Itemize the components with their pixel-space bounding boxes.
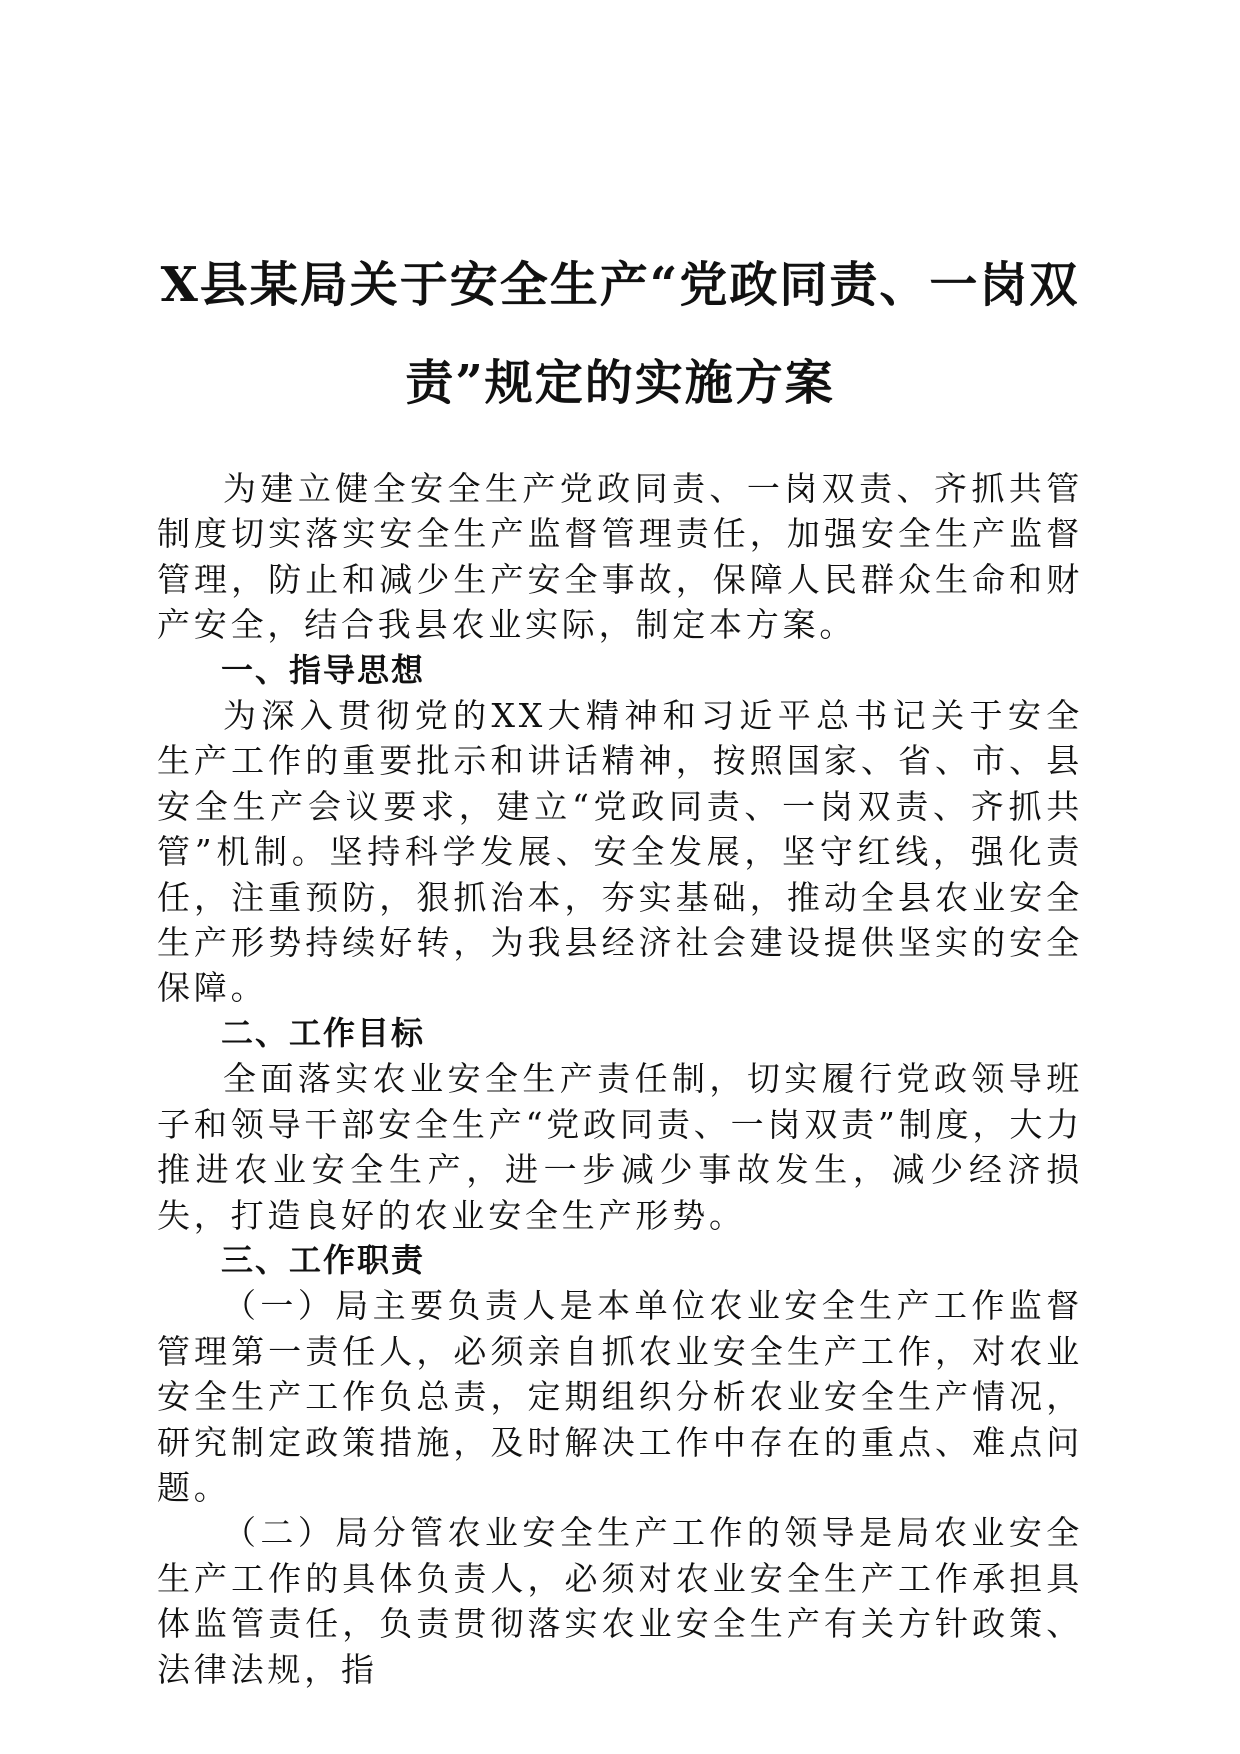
section-1-paragraph: 为深入贯彻党的XX大精神和习近平总书记关于安全生产工作的重要批示和讲话精神，按照国家、省、市、县安全生产会议要求，建立“党政同责、一岗双责、齐抓共管”机制。坚持科学发展、安全发展，坚守红线，强化责任，注重预防，狠抓治本，夯实基础，推动全县农业安全生产形势持续好转，为我县经济社会建设提供坚实的安全保障。 xyxy=(157,696,1083,1008)
document-title xyxy=(150,236,1090,432)
title-line-1: X县某局关于安全生产“党政同责、一岗双 xyxy=(160,257,1080,313)
section-3-item-2: （二）局分管农业安全生产工作的领导是局农业安全生产工作的具体负责人，必须对农业安全生产工作承担具体监管责任，负责贯彻落实农业安全生产有关方针政策、法律法规，指 xyxy=(157,1513,1083,1689)
intro-paragraph: 为建立健全安全生产党政同责、一岗双责、齐抓共管制度切实落实安全生产监督管理责任，加强安全生产监督管理，防止和减少生产安全事故，保障人民群众生命和财产安全，结合我县农业实际，制定本方案。 xyxy=(157,469,1083,645)
section-3-item-1: （一）局主要负责人是本单位农业安全生产工作监督管理第一责任人，必须亲自抓农业安全生产工作，对农业安全生产工作负总责，定期组织分析农业安全生产情况，研究制定政策措施，及时解决工作中存在的重点、难点问题。 xyxy=(157,1286,1083,1507)
title-line-2: 责”规定的实施方案 xyxy=(405,355,835,411)
document-body xyxy=(157,466,1083,1692)
section-3-heading: 三、工作职责 xyxy=(221,1240,426,1279)
section-2-paragraph: 全面落实农业安全生产责任制，切实履行党政领导班子和领导干部安全生产“党政同责、一岗双责”制度，大力推进农业安全生产，进一步减少事故发生，减少经济损失，打造良好的农业安全生产形势。 xyxy=(157,1059,1083,1235)
section-2-heading: 二、工作目标 xyxy=(221,1013,426,1052)
section-1-heading: 一、指导思想 xyxy=(221,650,426,689)
